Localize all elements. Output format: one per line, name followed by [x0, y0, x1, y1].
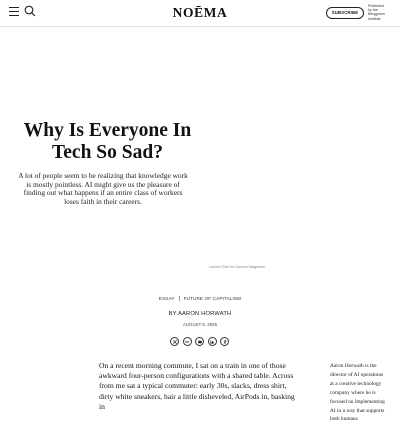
image-credit: Lennie Rice for Noema Magazine: [208, 265, 266, 269]
x-icon[interactable]: [170, 337, 179, 346]
bluesky-icon[interactable]: [183, 337, 192, 346]
tag-essay[interactable]: ESSAY: [158, 296, 175, 301]
subscribe-button[interactable]: SUBSCRIBE: [326, 7, 364, 19]
byline[interactable]: BY AARON HORWATH: [168, 311, 232, 317]
tag-separator: [179, 296, 180, 301]
publish-date: AUGUST 6, 2025: [182, 322, 218, 327]
publisher-line: Berggruen: [368, 12, 385, 17]
tag-future-of-capitalism[interactable]: FUTURE OF CAPITALISM: [183, 296, 242, 301]
publisher-line: by the: [368, 8, 378, 13]
article-title: Why Is Everyone In Tech So Sad?: [23, 120, 192, 163]
email-icon[interactable]: [195, 337, 204, 346]
site-header: [0, 0, 400, 27]
linkedin-icon[interactable]: [208, 337, 217, 346]
share-bar: [170, 337, 230, 347]
author-bio: Aaron Horwath is the director of AI operations at a creative technology company where he is focused on implementing AI in a way that supports both humans: [330, 363, 385, 423]
facebook-icon[interactable]: [220, 337, 229, 346]
publisher-credit: [368, 4, 400, 21]
publisher-line: Institute: [368, 16, 381, 21]
publisher-line: Published: [368, 4, 384, 8]
site-logo[interactable]: NOĒMA: [172, 5, 228, 20]
article-body-opening: On a recent morning commute, I sat on a train in one of those awkward four-person configurations with a shared table. Across from me sat a typical commuter: early 30s, slacks, dress shirt, dirty white sneakers, hair a little disheveled, AirPods in, basking in: [99, 361, 295, 411]
article-tags: [0, 296, 400, 301]
article-dek: A lot of people seem to be realizing that knowledge work is mostly pointless. AI might give us the pleasure of finding out what happens if an entire class of workers loses faith in their careers.: [18, 171, 188, 206]
